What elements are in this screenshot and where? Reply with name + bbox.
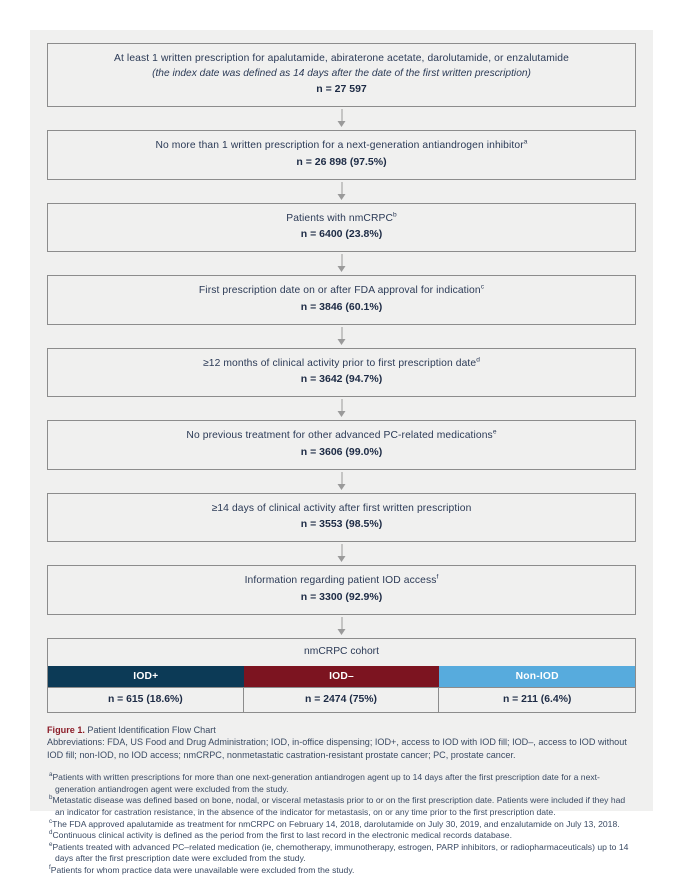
flow-node-text: Patients with nmCRPC$^b$ [286,211,397,224]
footnote-text: Continuous clinical activity is defined as the period from the first to last record in the electronic medical records database. [52,830,512,841]
flow-node-text: At least 1 written prescription for apalutamide, abiraterone acetate, darolutamide, or enzalutamide [114,53,569,64]
footnote-marker: f [49,864,51,872]
figure-caption [30,713,653,762]
flow-node-count: n = 27 597 [316,83,367,95]
footnote-text: Metastatic disease was defined based on bone, nodal, or visceral metastasis prior to or on the first prescription date. Patients were included if they had an indicator for castration resistance, in the absence of the indicator for metastasis, on or any time prior to the first prescription date. [52,795,626,818]
flow-node [47,348,636,398]
figure-title: Patient Identification Flow Chart [84,724,216,735]
footnote-item [49,795,636,818]
flow-node [47,565,636,615]
cohort-value-row [48,687,635,712]
flow-node-count: n = 26 898 (97.5%) [296,155,387,168]
footnotes-list [30,761,653,876]
flow-node-text: Information regarding patient IOD access$^f$ [244,573,439,586]
figure-panel [30,30,653,876]
flow-node-count: n = 3642 (94.7%) [300,373,383,385]
flow-node-subtext: (the index date was defined as 14 days after the date of the first written prescription) [152,67,531,79]
flow-node-count: n = 3846 (60.1%) [300,300,383,313]
footnote-text: Patients treated with advanced PC–related medication (ie, chemotherapy, immunotherapy, estrogen, PARP inhibitors, or radiopharmaceuticals) up to 14 days after the first prescription date were excluded from the study. [52,841,629,864]
figure-label: Figure 1. [47,724,85,735]
flow-node [47,203,636,253]
flow-arrow-icon [47,180,636,203]
figure-title-line [47,724,636,737]
flow-node [47,43,636,107]
cohort-block [47,638,636,713]
footnote-marker: c [49,817,53,825]
cohort-group-iod-minus: IOD– [244,666,440,687]
cohort-value-non-iod: n = 211 (6.4%) [502,693,572,705]
flow-chart [30,30,653,713]
footnote-marker: e [49,840,53,848]
flow-arrow-icon [47,615,636,638]
cohort-title: nmCRPC cohort [304,645,379,657]
flow-arrow-icon [47,397,636,420]
cohort-value-iod-minus: n = 2474 (75%) [244,688,440,712]
flow-node-text: No more than 1 written prescription for a next-generation antiandrogen inhibitor$^a$ [155,138,528,151]
flow-arrow-icon [47,107,636,130]
flow-node-text: ≥14 days of clinical activity after first written prescription [211,502,472,514]
flow-node-count: n = 3553 (98.5%) [300,518,383,530]
footnote-item [49,865,636,877]
flow-arrow-icon [47,252,636,275]
flow-arrow-icon [47,325,636,348]
footnote-item [49,842,636,865]
footnote-marker: f [436,573,439,581]
flow-node-count: n = 3300 (92.9%) [300,590,383,603]
flow-node [47,275,636,325]
footnote-item [49,819,636,831]
flow-node-text: ≥12 months of clinical activity prior to first prescription date$^d$ [203,356,480,369]
flow-node-count: n = 6400 (23.8%) [300,228,383,240]
cohort-group-non-iod: Non-IOD [439,666,635,687]
flow-node-text: First prescription date on or after FDA approval for indication$^c$ [198,283,485,296]
footnote-item [49,830,636,842]
footnote-marker: d [476,356,480,364]
footnote-marker: a [523,138,528,146]
cohort-header-row [48,666,635,687]
footnote-text: The FDA approved apalutamide as treatment for nmCRPC on February 14, 2018, darolutamide on July 30, 2019, and enzalutamide on July 13, 2018. [52,818,620,829]
footnote-marker: d [49,829,53,837]
flow-node [47,493,636,543]
footnote-text: Patients for whom practice data were unavailable were excluded from the study. [50,865,355,876]
flow-node [47,420,636,470]
footnote-text: Patients with written prescriptions for more than one next-generation antiandrogen agent up to 14 days after the first prescription date for a next-generation antiandrogen agent were excluded from the study. [52,772,600,794]
cohort-value-iod-plus: n = 615 (18.6%) [48,688,244,712]
flow-node-count: n = 3606 (99.0%) [300,445,383,458]
footnote-marker: c [480,283,485,291]
flow-node [47,130,636,180]
footnote-marker: b [49,794,53,802]
flow-node-text: No previous treatment for other advanced PC-related medications$^e$ [186,428,497,441]
cohort-group-iod-plus: IOD+ [48,666,244,687]
footnote-marker: e [492,428,497,436]
footnote-item [49,772,636,795]
flow-arrow-icon [47,470,636,493]
footnote-marker: b [393,211,397,219]
footnote-marker: a [49,771,53,779]
flow-arrow-icon [47,542,636,565]
abbreviations: Abbreviations: FDA, US Food and Drug Administration; IOD, in-office dispensing; IOD+, access to IOD with IOD fill; IOD–, access to IOD without IOD fill; non-IOD, no IOD access; nmCRPC, nonmetastatic castration-resistant prostate cancer; PC, prostate cancer. [47,737,627,760]
